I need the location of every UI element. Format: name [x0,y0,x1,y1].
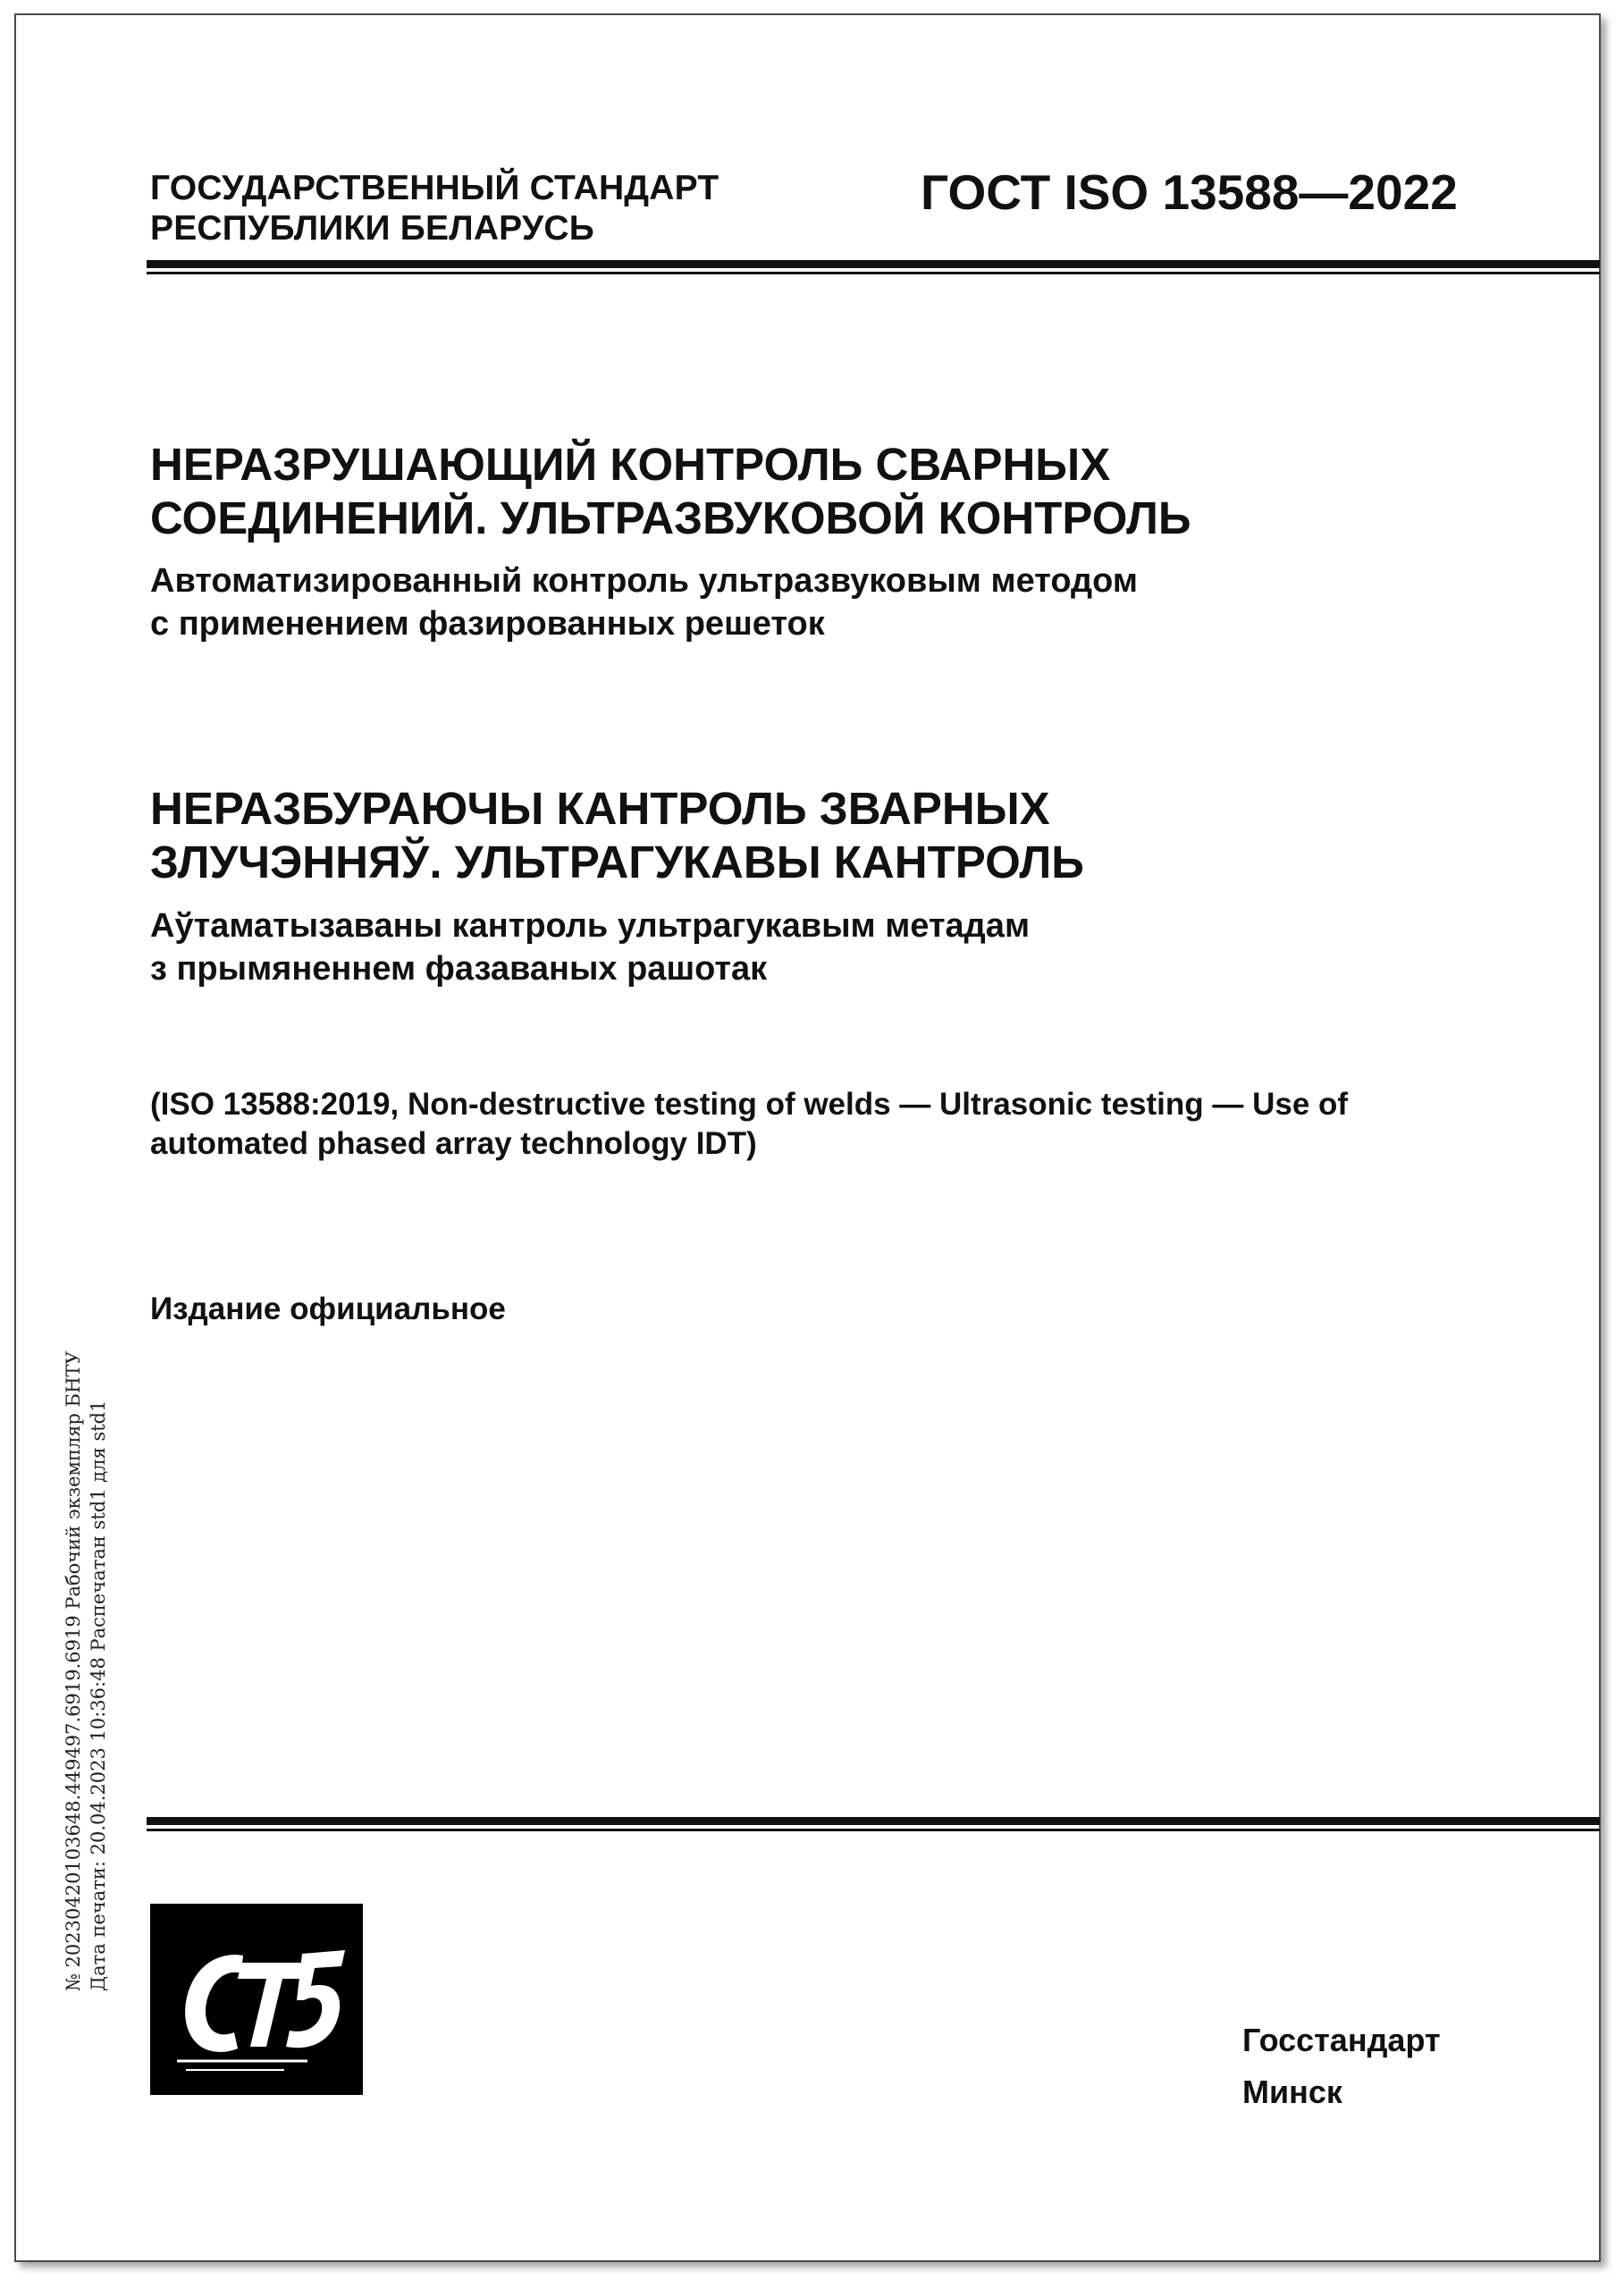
iso-reference [150,1085,1348,1164]
subtitle-by-line-1: Аўтаматызаваны кантроль ультрагукавым метадам [150,907,1031,945]
edition-label: Издание официальное [150,1291,506,1326]
title-by-line-1: НЕРАЗБУРАЮЧЫ КАНТРОЛЬ ЗВАРНЫХ [150,783,1050,834]
title-by-line-2: ЗЛУЧЭННЯЎ. УЛЬТРАГУКАВЫ КАНТРОЛЬ [150,837,1084,887]
iso-reference-line-2: automated phased array technology IDT) [150,1126,757,1161]
subtitle-ru-line-1: Автоматизированный контроль ультразвуковым методом [150,562,1138,600]
subtitle-ru-line-2: с применением фазированных решеток [150,605,825,643]
header-rule-thin [147,272,1600,274]
standard-code: ГОСТ ISO 13588—2022 [921,164,1458,220]
title-ru-line-1: НЕРАЗРУШАЮЩИЙ КОНТРОЛЬ СВАРНЫХ [150,439,1111,490]
print-stamp-line-2: Дата печати: 20.04.2023 10:36:48 Распечатан std1 для std1 [88,1400,109,1991]
issuing-organization [150,168,719,248]
footer-rule-thin [147,1829,1600,1831]
stb-logo [150,1904,363,2095]
org-line-1: ГОСУДАРСТВЕННЫЙ СТАНДАРТ [150,169,719,207]
stb-logo-icon [150,1904,363,2095]
subtitle-by-line-2: з прымяненнем фазаваных рашотак [150,950,768,988]
org-line-2: РЕСПУБЛИКИ БЕЛАРУСЬ [150,209,594,248]
print-stamp-line-1: № 20230420103648.449497.6919.6919 Рабочий экземпляр БНТУ [63,1350,84,1991]
publisher-city: Минск [1242,2074,1342,2110]
header-rule-thick [147,260,1600,268]
print-stamp-sidebar [61,1098,111,1991]
footer-rule-thick [147,1817,1600,1825]
iso-reference-line-1: (ISO 13588:2019, Non-destructive testing of welds — Ultrasonic testing — Use of [150,1087,1349,1122]
publisher-name: Госстандарт [1242,2022,1441,2058]
title-ru-line-2: СОЕДИНЕНИЙ. УЛЬТРАЗВУКОВОЙ КОНТРОЛЬ [150,492,1191,543]
